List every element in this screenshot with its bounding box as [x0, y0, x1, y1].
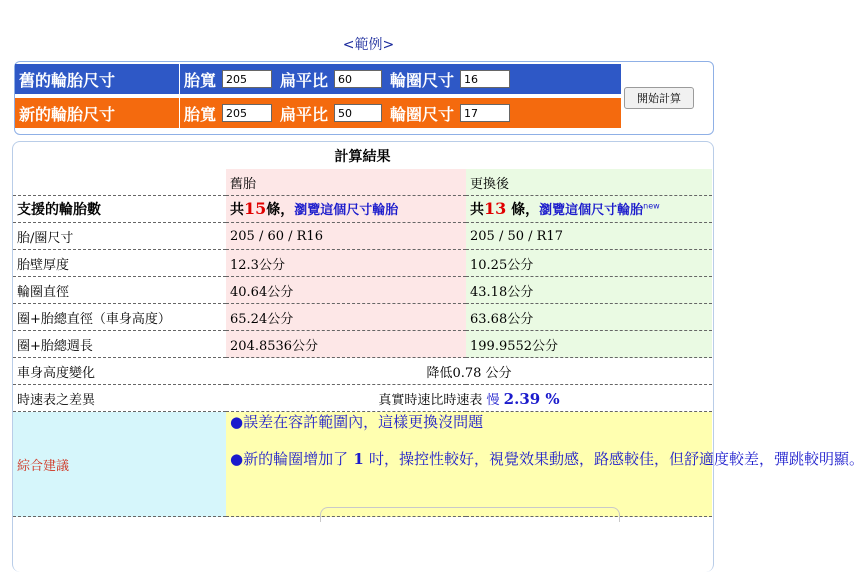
- new-aspect-input[interactable]: [334, 104, 382, 122]
- new-supported-cell: [466, 196, 712, 223]
- prefix: 共: [230, 202, 244, 218]
- browse-new-tires-link[interactable]: 瀏覽這個尺寸輪胎: [539, 203, 644, 218]
- old-value: 12.3公分: [226, 250, 466, 277]
- width-label: 胎寬: [184, 104, 217, 124]
- new-width-input[interactable]: [222, 104, 272, 122]
- old-rim-input[interactable]: [460, 70, 510, 88]
- new-tire-title: 新的輪胎尺寸: [19, 104, 116, 124]
- old-aspect-input[interactable]: [334, 70, 382, 88]
- new-tire-header: 更換後: [466, 169, 712, 196]
- old-value: 65.24公分: [226, 304, 466, 331]
- advice-line: [230, 449, 864, 470]
- row-label: 時速表之差異: [13, 385, 226, 412]
- advice-text-b: 吋，操控性較好，視覺效果動感，路感較佳，但舒適度較差，彈跳較明顯。: [368, 450, 864, 468]
- speedometer-row: [13, 385, 712, 412]
- old-tire-count: 15: [244, 199, 267, 218]
- advice-line: ●誤差在容許範圍內，這樣更換沒問題: [230, 413, 484, 431]
- width-label: 胎寬: [184, 70, 217, 90]
- result-row: [13, 223, 712, 250]
- new-tire-count: 13: [484, 199, 507, 218]
- advice-label: 綜合建議: [13, 412, 226, 517]
- row-label: 胎壁厚度: [13, 250, 226, 277]
- advice-gap: [230, 433, 708, 449]
- height-change-row: [13, 358, 712, 385]
- old-value: 204.8536公分: [226, 331, 466, 358]
- new-rim-input[interactable]: [460, 104, 510, 122]
- new-value: 10.25公分: [466, 250, 712, 277]
- speedo-percent: 2.39 %: [503, 389, 560, 408]
- column-header-row: [13, 169, 712, 196]
- advice-text: [226, 412, 864, 517]
- prefix: 共: [470, 202, 484, 218]
- old-tire-title: 舊的輪胎尺寸: [19, 70, 116, 90]
- new-tire-row: [15, 98, 621, 128]
- old-supported-cell: [226, 196, 466, 223]
- suffix: 條，: [266, 202, 295, 218]
- rim-label: 輪圈尺寸: [390, 104, 455, 124]
- row-label: 圈+胎總週長: [13, 331, 226, 358]
- results-title: 計算結果: [334, 149, 391, 165]
- results-title-row: [13, 143, 712, 169]
- old-width-input[interactable]: [222, 70, 272, 88]
- old-tire-row: [15, 64, 621, 94]
- speedo-slow: 慢: [486, 392, 500, 408]
- old-value: 40.64公分: [226, 277, 466, 304]
- supported-tires-row: [13, 196, 712, 223]
- new-value: 205 / 50 / R17: [466, 223, 712, 250]
- result-row: [13, 331, 712, 358]
- result-row: [13, 250, 712, 277]
- lower-panel-edge: [320, 507, 620, 522]
- advice-text-a: ●新的輪圈增加了: [230, 450, 349, 468]
- new-badge: new: [643, 201, 660, 211]
- aspect-label: 扁平比: [280, 104, 329, 124]
- example-link[interactable]: <範例>: [342, 37, 395, 53]
- start-calc-button[interactable]: 開始計算: [624, 87, 694, 109]
- rim-label: 輪圈尺寸: [390, 70, 455, 90]
- height-change-value: 降低0.78 公分: [226, 358, 712, 385]
- row-label: 車身高度變化: [13, 358, 226, 385]
- aspect-label: 扁平比: [280, 70, 329, 90]
- old-tire-header: 舊胎: [226, 169, 466, 196]
- suffix: 條，: [506, 202, 540, 218]
- old-value: 205 / 60 / R16: [226, 223, 466, 250]
- empty-header: [13, 169, 226, 196]
- row-label: 胎/圈尺寸: [13, 223, 226, 250]
- row-label: 輪圈直徑: [13, 277, 226, 304]
- speedometer-value: [226, 385, 712, 412]
- row-label: 圈+胎總直徑（車身高度）: [13, 304, 226, 331]
- advice-row: [13, 412, 712, 517]
- row-label: 支援的輪胎數: [13, 196, 226, 223]
- result-row: [13, 304, 712, 331]
- browse-old-tires-link[interactable]: 瀏覽這個尺寸輪胎: [294, 203, 399, 218]
- new-value: 63.68公分: [466, 304, 712, 331]
- advice-number: 1: [348, 450, 369, 468]
- new-value: 199.9552公分: [466, 331, 712, 358]
- result-row: [13, 277, 712, 304]
- new-value: 43.18公分: [466, 277, 712, 304]
- speedo-prefix: 真實時速比時速表: [378, 392, 483, 408]
- results-table: [13, 143, 864, 517]
